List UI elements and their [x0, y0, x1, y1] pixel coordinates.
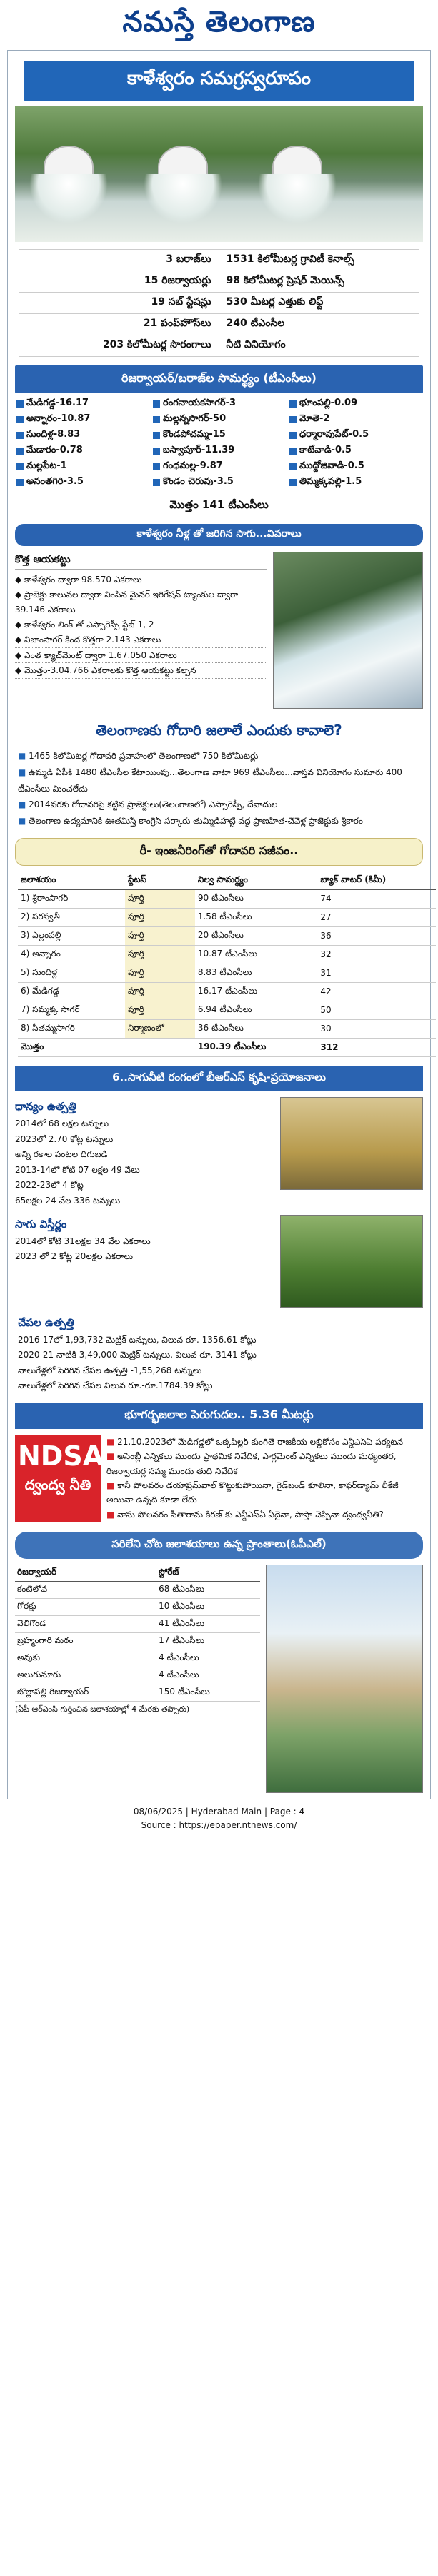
table-cell: పూర్తి — [125, 964, 195, 982]
capacity-label: ధర్మారావుపేట్-0.5 — [299, 429, 369, 440]
table-cell: 90 టీఎంసీలు — [195, 889, 318, 908]
hero-photo — [15, 106, 423, 242]
column-header: రిజర్వాయర్ — [15, 1565, 156, 1582]
table-cell: 2) సరస్వతీ — [18, 908, 125, 926]
table-body — [15, 1582, 260, 1702]
area-line: 2014లో కోటి 31లక్షల 34 వేల ఎకరాలు — [15, 1236, 151, 1246]
bullet-icon — [153, 400, 160, 408]
table-cell: 10 టీఎంసీలు — [156, 1599, 260, 1616]
table-row — [18, 964, 436, 982]
table-row — [18, 1019, 436, 1038]
capacity-label: గంధమల్ల-9.87 — [163, 460, 223, 471]
capacity-total: మొత్తం 141 టీఎంసీలు — [16, 495, 422, 514]
grain-line: 65లక్షల 24 వేల 336 టన్నులు — [15, 1195, 121, 1206]
ndsa-item: ■ అసెంబ్లీ ఎన్నికలు ముందు ప్రాథమిక నివేదిక, పార్లమెంట్ ఎన్నికలు ముందు మధ్యంతర, రిజర్వాయర్ల సమ్మ ముందు తుది నివేదిక — [106, 1449, 423, 1478]
capacity-label: మేడిగడ్డ-16.17 — [26, 398, 89, 408]
table-cell: గోరక్షు — [15, 1599, 156, 1616]
irrigation-block — [15, 552, 423, 709]
table-cell: బ్రహ్మంగారి మఠం — [15, 1633, 156, 1650]
table-cell: పూర్తి — [125, 926, 195, 945]
ndsa-item: ■ 21.10.2023లో మేడిగడ్డలో ఒక్కపిల్లర్ కుంగితే రాజకీయ లబ్ధికోసం ఎన్డీఎస్‌ఏ పర్యటన — [106, 1435, 423, 1449]
capacity-item — [153, 429, 285, 442]
footer-date: 08/06/2025 | Hyderabad Main | Page : 4 — [133, 1807, 305, 1817]
bullet-icon — [289, 463, 297, 470]
table-cell: 36 — [317, 926, 436, 945]
capacity-item — [16, 476, 149, 489]
ndsa-item: ■ వాసు పోలవరం సీతారామ కిరణ్ కు ఎన్డీఎస్‌ఏ ఏదైనా, పాస్తా చెప్పినా ద్వంద్వనీతి? — [106, 1507, 423, 1522]
table-cell: అలుగునూరు — [15, 1667, 156, 1684]
reengineering-table — [18, 872, 436, 1057]
grain-line: 2014లో 68 లక్షల టన్నులు — [15, 1118, 109, 1128]
water-flow — [29, 174, 108, 224]
fish-line: 2020-21 నాటికి 3,49,000 మెట్రిక్ టన్నులు, విలువ రూ. 3141 కోట్లు — [18, 1350, 257, 1360]
capacity-label: తిమ్మక్కపల్లి-1.5 — [299, 476, 362, 487]
table-cell: 31 — [317, 964, 436, 982]
bullet-icon — [153, 432, 160, 439]
capacity-item — [16, 445, 149, 458]
capacity-label: మోతె-2 — [299, 413, 330, 424]
table-total-row — [18, 1038, 436, 1056]
table-cell: 3) ఎల్లంపల్లి — [18, 926, 125, 945]
newspaper-logo[interactable]: నమస్తే తెలంగాణ — [122, 4, 316, 39]
ndsa-list — [106, 1435, 423, 1522]
stat-left: 15 రిజర్వాయర్లు — [19, 271, 219, 293]
irrigation-item: ◆ ఎంత క్యాచ్‌మెంట్ ద్వారా 1.67.050 ఎకరాలు — [15, 648, 267, 663]
table-cell: 42 — [317, 982, 436, 1001]
ndsa-small: ద్వంద్వ నీతి — [24, 1475, 91, 1493]
bullet-icon — [16, 432, 24, 439]
capacity-label: సుందిళ్ల-8.83 — [26, 429, 81, 440]
why-title: తెలంగాణకు గోదారి జలాలే ఎందుకు కావాలె? — [96, 722, 342, 739]
table-cell: 5) సుందిళ్ల — [18, 964, 125, 982]
table-cell: 8) సీతమ్మసాగర్ — [18, 1019, 125, 1038]
reengineering-heading: రీ- ఇంజనీరింగ్‌తో గోదావరి సజీవం.. — [15, 838, 423, 866]
grain-title: ధాన్యం ఉత్పత్తి — [15, 1099, 77, 1113]
capacity-item — [289, 460, 422, 473]
table-cell: 41 టీఎంసీలు — [156, 1616, 260, 1633]
capacity-item — [153, 476, 285, 489]
area-block — [15, 1215, 423, 1308]
capacity-item — [289, 413, 422, 426]
bullet-icon — [289, 479, 297, 486]
table-cell: బొల్లాపల్లి రిజర్వాయర్ — [15, 1684, 156, 1702]
fish-line: నాలుగేళ్లలో పెరిగిన చేపల ఉత్పత్తి -1,55,268 టన్నులు — [18, 1365, 202, 1375]
agri-heading: 6..సాగునీటి రంగంలో బీఆర్‌ఎస్ కృషి-ప్రయోజనాలు — [15, 1066, 423, 1091]
column-header: నిల్వ సామర్థ్యం — [195, 872, 318, 890]
footer-source[interactable]: Source : https://epaper.ntnews.com/ — [141, 1820, 297, 1831]
table-cell: 32 — [317, 945, 436, 964]
grain-photo — [280, 1097, 423, 1190]
capacity-label: అన్నారం-10.87 — [26, 413, 91, 424]
grain-line: 2023లో 2.70 కోట్ల టన్నులు — [15, 1133, 114, 1144]
groundwater-heading: భూగర్భజలాల పెరుగుదల.. 5.36 మీటర్లు — [15, 1403, 423, 1429]
capacity-label: భూంపల్లి-0.09 — [299, 398, 358, 408]
masthead — [0, 0, 438, 50]
table-cell: 30 — [317, 1019, 436, 1038]
table-cell: పూర్తి — [125, 889, 195, 908]
capacity-item — [153, 460, 285, 473]
table-cell: పూర్తి — [125, 945, 195, 964]
reservoir-table — [15, 1565, 260, 1702]
table-cell: 16.17 టీఎంసీలు — [195, 982, 318, 1001]
why-item: ■ 1465 కిలోమీటర్ల గోదావరి ప్రవాహంలో తెలంగాణలో 750 కిలోమీటర్లు — [18, 748, 420, 764]
why-item: ■ 2014వరకు గోదావరిపై కట్టిన ప్రాజెక్టులు(తెలంగాణలో) ఎస్సారెస్పీ, దేవాదుల — [18, 797, 420, 813]
bullet-icon — [153, 463, 160, 470]
irrigation-item: ◆ కాళేశ్వరం లింక్ తో ఎస్సారెస్పీ స్టేజ్-1, 2 — [15, 617, 267, 632]
table-body — [18, 889, 436, 1056]
grain-line: అన్ని రకాల పంటల దిగుబడి — [15, 1149, 108, 1160]
table-cell: 150 టీఎంసీలు — [156, 1684, 260, 1702]
paddy-photo — [280, 1215, 423, 1308]
bullet-icon — [16, 448, 24, 455]
fish-line: 2016-17లో 1,93,732 మెట్రిక్ టన్నులు, విలువ రూ. 1356.61 కోట్లు — [18, 1334, 257, 1345]
stat-right: 530 మీటర్ల ఎత్తుకు లిఫ్ట్ — [219, 293, 419, 314]
table-cell: 10.87 టీఎంసీలు — [195, 945, 318, 964]
table-cell: 4) అన్నారం — [18, 945, 125, 964]
bullet-icon — [16, 416, 24, 423]
table-cell — [125, 1038, 195, 1056]
reservoir-photo — [266, 1565, 423, 1793]
stat-right: 98 కిలోమీటర్ల ప్రెషర్ మెయిన్స్ — [219, 271, 419, 293]
capacity-item — [289, 476, 422, 489]
table-cell: 27 — [317, 908, 436, 926]
bullet-icon — [153, 416, 160, 423]
table-cell: వెలిగొండ — [15, 1616, 156, 1633]
table-header-row — [15, 1565, 260, 1582]
table-cell: 20 టీఎంసీలు — [195, 926, 318, 945]
capacity-item — [289, 429, 422, 442]
table-cell: పూర్తి — [125, 908, 195, 926]
water-flow — [144, 174, 222, 224]
why-list — [18, 748, 420, 829]
table-cell: 36 టీఎంసీలు — [195, 1019, 318, 1038]
area-text — [15, 1215, 274, 1265]
article-title: కాళేశ్వరం సమగ్రస్వరూపం — [24, 61, 414, 101]
column-header: స్టోరేజ్ — [156, 1565, 260, 1582]
grain-line: 2022-23లో 4 కోట్ల — [15, 1180, 84, 1191]
capacity-label: మల్లన్నసాగర్-50 — [163, 413, 227, 424]
table-cell: 6.94 టీఎంసీలు — [195, 1001, 318, 1019]
table-row — [18, 1001, 436, 1019]
why-item: ■ ఉమ్మడి ఏపీకి 1480 టీఎంసీల కేటాయింపు...తెలంగాణ వాటా 969 టీఎంసీలు...వాస్తవ వినియోగం సుమారు 400 టీఎంసీలు మించలేదు — [18, 764, 420, 797]
capacity-label: కొండపోచమ్మ-15 — [163, 429, 226, 440]
capacity-label: బస్వాపూర్-11.39 — [163, 445, 235, 455]
table-cell: మొత్తం — [18, 1038, 125, 1056]
table-row — [15, 1599, 260, 1616]
table-row — [15, 1684, 260, 1702]
capacity-item — [16, 460, 149, 473]
column-header: స్టేటస్ — [125, 872, 195, 890]
fish-title: చేపల ఉత్పత్తి — [18, 1315, 75, 1329]
stats-grid — [19, 249, 419, 357]
ndsa-block — [15, 1435, 423, 1522]
irrigation-subhead: కొత్త ఆయకట్టు — [15, 552, 267, 570]
why-item: ■ తెలంగాణ ఉద్యమానికి ఊతమిస్తే కాంగ్రెస్ సర్కారు తుమ్మిడిహట్టి వద్ద ప్రాణహిత-చేవెళ్ల ప్రాజెక్టుకు శ్రీకారం — [18, 813, 420, 829]
column-header: బ్యాక్ వాటర్ (కిమీ) — [317, 872, 436, 890]
table-row — [18, 926, 436, 945]
ndsa-big: NDSA — [18, 1440, 104, 1472]
table-cell: పూర్తి — [125, 1001, 195, 1019]
bullet-icon — [289, 432, 297, 439]
irrigation-item: ◆ మొత్తం-3.04.766 ఎకరాలకు కొత్త ఆయకట్టు కల్పన — [15, 663, 267, 678]
table-cell: 74 — [317, 889, 436, 908]
capacity-item — [16, 413, 149, 426]
capacity-label: అనంతగిరి-3.5 — [26, 476, 84, 487]
column-header: జలాశయం — [18, 872, 125, 890]
bullet-icon — [16, 463, 24, 470]
table-row — [15, 1582, 260, 1599]
capacity-grid — [16, 398, 422, 489]
fish-line: నాలుగేళ్లలో పెరిగిన చేపల విలువ రూ.-రూ.1784.39 కోట్లు — [18, 1380, 213, 1391]
capacity-item — [153, 413, 285, 426]
capacity-label: కొండం చెరువు-3.5 — [163, 476, 234, 487]
ndsa-item: ■ కానీ పోలవరం డయాఫ్రమ్‌వాల్ కొట్టుకుపోయినా, గైడ్‌బండ్ కూలినా, కాఫర్‌డ్యామ్ లీకేజీ అయినా ఉన్నది కూడా లేదు — [106, 1478, 423, 1507]
footer — [0, 1805, 438, 1832]
table-row — [18, 945, 436, 964]
canal-photo — [273, 552, 423, 709]
stat-right: నీటి వినియోగం — [219, 335, 419, 357]
table-cell: 68 టీఎంసీలు — [156, 1582, 260, 1599]
water-flow — [258, 174, 337, 224]
table-row — [15, 1633, 260, 1650]
table-row — [18, 889, 436, 908]
capacity-heading: రిజర్వాయర్/బరాజ్‌ల సామర్థ్యం (టీఎంసీలు) — [15, 365, 423, 393]
bullet-icon — [289, 416, 297, 423]
grain-block — [15, 1097, 423, 1209]
stat-left: 19 సబ్ స్టేషన్లు — [19, 293, 219, 314]
table-cell: 190.39 టీఎంసీలు — [195, 1038, 318, 1056]
table-cell: 312 — [317, 1038, 436, 1056]
table-row — [15, 1650, 260, 1667]
bullet-icon — [289, 448, 297, 455]
table-cell: నిర్మాణంలో — [125, 1019, 195, 1038]
bullet-icon — [16, 479, 24, 486]
article-frame — [7, 50, 431, 1799]
irrigation-item: ◆ నిజాంసాగర్ కింద కొత్తగా 2.143 ఎకరాలు — [15, 632, 267, 647]
table-cell: 1.58 టీఎంసీలు — [195, 908, 318, 926]
table-cell: 4 టీఎంసీలు — [156, 1667, 260, 1684]
capacity-label: మేడారం-0.78 — [26, 445, 83, 455]
stat-left: 203 కిలోమీటర్ల సొరంగాలు — [19, 335, 219, 357]
table-cell: 8.83 టీఎంసీలు — [195, 964, 318, 982]
irrigation-item: ◆ ప్రాజెక్టు కాలువల ద్వారా నింపిన మైనర్ ఇరిగేషన్ ట్యాంకుల ద్వారా 39.146 ఎకరాలు — [15, 587, 267, 617]
irrigation-item: ◆ కాళేశ్వరం ద్వారా 98.570 ఎకరాలు — [15, 572, 267, 587]
stat-right: 240 టీఎంసీల — [219, 314, 419, 335]
table-cell: 50 — [317, 1001, 436, 1019]
capacity-item — [153, 398, 285, 410]
capacity-item — [16, 398, 149, 410]
table-cell: 6) మేడిగడ్డ — [18, 982, 125, 1001]
table-cell: పూర్తి — [125, 982, 195, 1001]
fish-text — [18, 1313, 420, 1394]
table-cell: 7) సమ్మక్క సాగర్ — [18, 1001, 125, 1019]
bullet-icon — [153, 479, 160, 486]
table-row — [18, 982, 436, 1001]
table-row — [15, 1616, 260, 1633]
table-cell: కంటెలోవ — [15, 1582, 156, 1599]
table-header-row — [18, 872, 436, 890]
capacity-item — [289, 398, 422, 410]
table-cell: 1) శ్రీరాంసాగర్ — [18, 889, 125, 908]
stat-left: 21 పంప్‌హౌస్‌లు — [19, 314, 219, 335]
grain-text — [15, 1097, 274, 1209]
reservoir-block — [15, 1565, 423, 1793]
reservoir-heading: సరిలేని చోట జలాశయాలు ఉన్న ప్రాంతాలు(ఓపీఎల్) — [15, 1532, 423, 1559]
capacity-label: ముద్దోజివాడి-0.5 — [299, 460, 364, 471]
bullet-icon — [153, 448, 160, 455]
reservoir-note: (ఏపీ ఆర్‌ఎంసి గుర్తించిన జలాశయాల్లో 4 మేరకు తప్పారు) — [15, 1704, 190, 1714]
capacity-label: రంగనాయకసాగర్-3 — [163, 398, 237, 408]
stat-right: 1531 కిలోమీటర్ల గ్రావిటీ కెనాల్స్ — [219, 250, 419, 271]
stat-left: 3 బరాజ్‌లు — [19, 250, 219, 271]
capacity-item — [16, 429, 149, 442]
table-row — [15, 1667, 260, 1684]
capacity-label: మల్లపేట-1 — [26, 460, 67, 471]
ndsa-badge — [15, 1435, 104, 1522]
table-row — [18, 908, 436, 926]
table-cell: 4 టీఎంసీలు — [156, 1650, 260, 1667]
bullet-icon — [289, 400, 297, 408]
grain-line: 2013-14లో కోటి 07 లక్షల 49 వేలు — [15, 1164, 140, 1175]
area-title: సాగు విస్తీర్ణం — [15, 1217, 67, 1231]
table-cell: అవుకు — [15, 1650, 156, 1667]
capacity-item — [289, 445, 422, 458]
irrigation-list — [15, 552, 267, 709]
area-line: 2023 లో 2 కోట్ల 20లక్షల ఎకరాలు — [15, 1251, 134, 1262]
capacity-item — [153, 445, 285, 458]
bullet-icon — [16, 400, 24, 408]
irrigation-heading: కాళేశ్వరం నీళ్ల తో జరిగిన సాగు...వివరాలు — [15, 524, 423, 546]
table-cell: 17 టీఎంసీలు — [156, 1633, 260, 1650]
capacity-label: కాటేవాడి-0.5 — [299, 445, 352, 455]
